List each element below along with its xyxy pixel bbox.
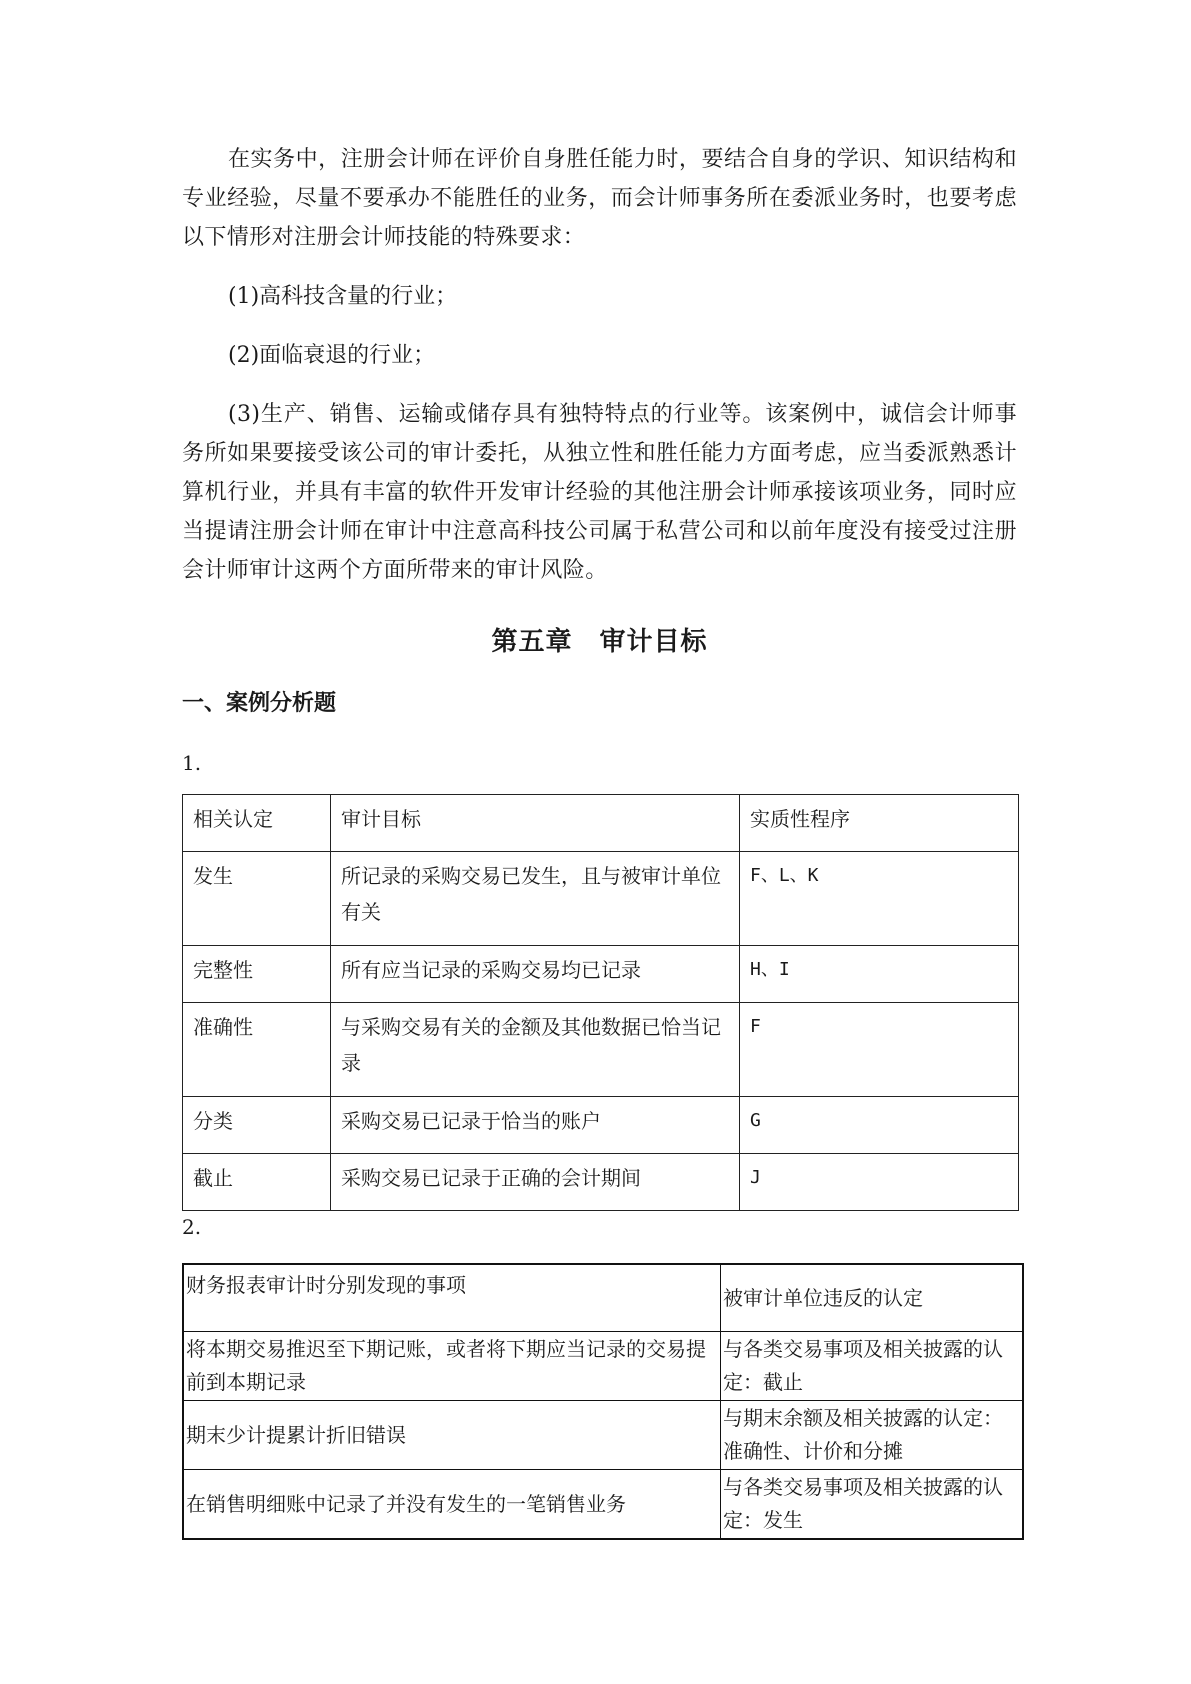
table-cell: 准确性	[183, 1003, 331, 1097]
table-header-row	[183, 795, 1019, 852]
table-header-cell: 相关认定	[183, 795, 331, 852]
table-cell: 完整性	[183, 946, 331, 1003]
table-cell: F、L、K	[740, 852, 1019, 946]
table-cell: 所记录的采购交易已发生，且与被审计单位有关	[331, 852, 740, 946]
table-cell: 采购交易已记录于恰当的账户	[331, 1097, 740, 1154]
section-title: 一、案例分析题	[182, 691, 337, 716]
table-row	[183, 1401, 1023, 1470]
assertion-audit-table	[182, 794, 1019, 1211]
table-cell: J	[740, 1154, 1019, 1211]
chapter-title: 第五章 审计目标	[491, 627, 708, 657]
table-cell: 与各类交易事项及相关披露的认定：发生	[721, 1470, 1024, 1540]
table-cell: H、I	[740, 946, 1019, 1003]
table-row	[183, 946, 1019, 1003]
table-row	[183, 1097, 1019, 1154]
table-header-cell: 实质性程序	[740, 795, 1019, 852]
document-page	[182, 140, 1017, 1540]
table-cell: 所有应当记录的采购交易均已记录	[331, 946, 740, 1003]
table-cell: 分类	[183, 1097, 331, 1154]
table-cell: 期末少计提累计折旧错误	[183, 1401, 721, 1470]
table-cell: 发生	[183, 852, 331, 946]
table-row	[183, 1332, 1023, 1401]
table-row	[183, 1154, 1019, 1211]
table-header-cell: 财务报表审计时分别发现的事项	[183, 1264, 721, 1332]
table-header-row	[183, 1264, 1023, 1332]
table-cell: 与期末余额及相关披露的认定：准确性、计价和分摊	[721, 1401, 1024, 1470]
table-row	[183, 1003, 1019, 1097]
intro-item-1: (1)高科技含量的行业；	[228, 284, 458, 309]
table-cell: 采购交易已记录于正确的会计期间	[331, 1154, 740, 1211]
intro-paragraph: 在实务中，注册会计师在评价自身胜任能力时，要结合自身的学识、知识结构和专业经验，尽量不要承办不能胜任的业务，而会计师事务所在委派业务时，也要考虑以下情形对注册会计师技能的特殊要求：	[182, 147, 1017, 250]
table-cell: F	[740, 1003, 1019, 1097]
table-row	[183, 852, 1019, 946]
intro-item-2: (2)面临衰退的行业；	[228, 343, 436, 368]
table-header-cell: 被审计单位违反的认定	[721, 1264, 1024, 1332]
question-1-number: 1.	[182, 751, 202, 775]
table-cell: 截止	[183, 1154, 331, 1211]
table-cell: 与采购交易有关的金额及其他数据已恰当记录	[331, 1003, 740, 1097]
table-cell: G	[740, 1097, 1019, 1154]
table-cell: 在销售明细账中记录了并没有发生的一笔销售业务	[183, 1470, 721, 1540]
table-header-cell: 审计目标	[331, 795, 740, 852]
intro-item-3: (3)生产、销售、运输或储存具有独特特点的行业等。该案例中，诚信会计师事务所如果要接受该公司的审计委托，从独立性和胜任能力方面考虑，应当委派熟悉计算机行业，并具有丰富的软件开发审计经验的其他注册会计师承接该项业务，同时应当提请注册会计师在审计中注意高科技公司属于私营公司和以前年度没有接受过注册会计师审计这两个方面所带来的审计风险。	[182, 402, 1017, 583]
table-cell: 与各类交易事项及相关披露的认定：截止	[721, 1332, 1024, 1401]
table-row	[183, 1470, 1023, 1540]
table-cell: 将本期交易推迟至下期记账，或者将下期应当记录的交易提前到本期记录	[183, 1332, 721, 1401]
violated-assertion-table	[182, 1263, 1024, 1540]
question-2-number: 2.	[182, 1215, 202, 1239]
